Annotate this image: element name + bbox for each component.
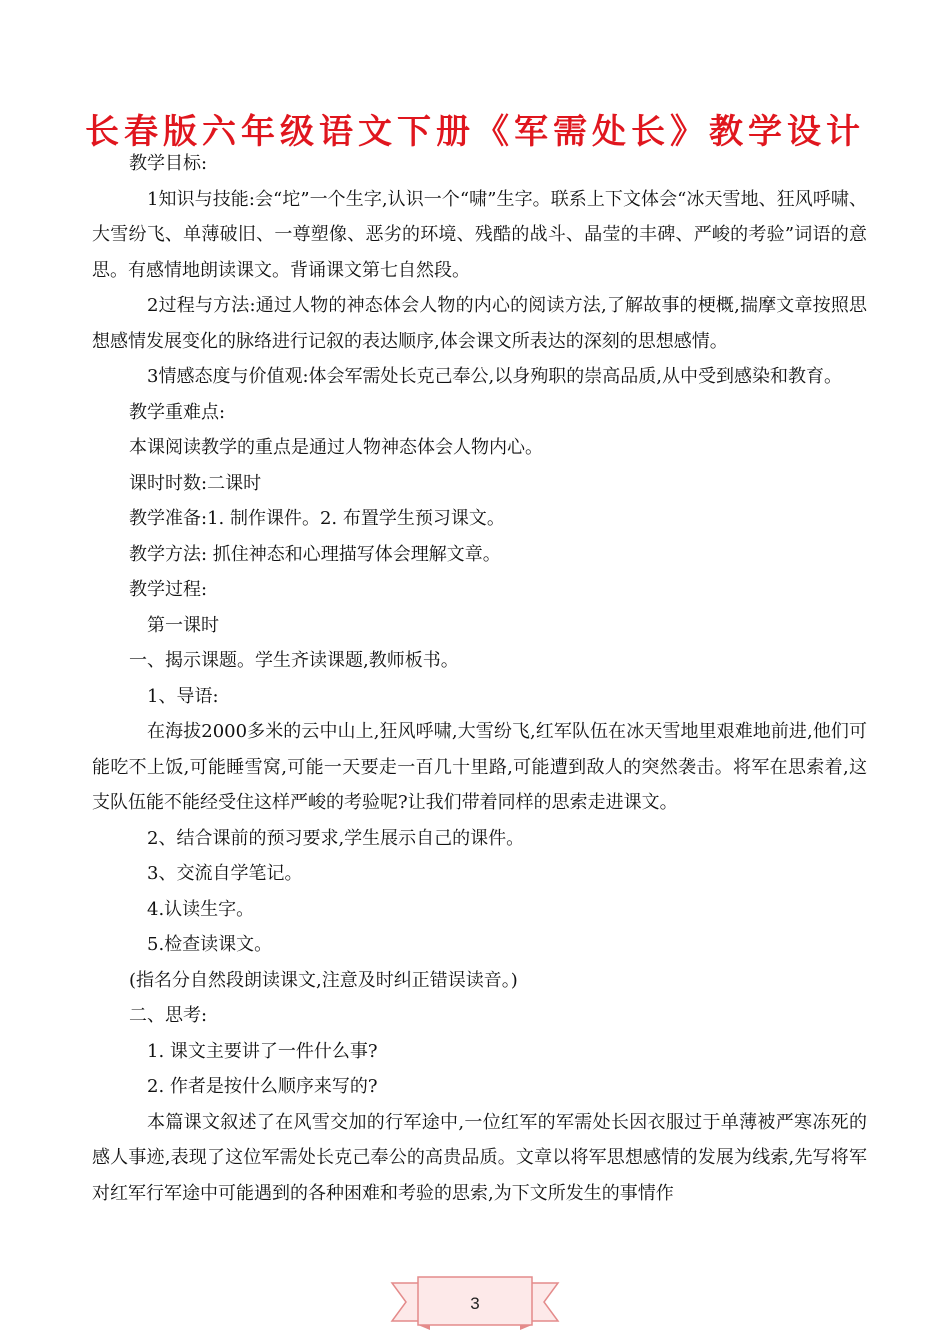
intro-heading: 1、导语: bbox=[147, 685, 219, 707]
class-hours: 课时时数:二课时 bbox=[129, 472, 262, 494]
summary-text: 本篇课文叙述了在风雪交加的行军途中,一位红军的军需处长因衣服过于单薄被严寒冻死的感人事迹,表现了这位军需处长克己奉公的高贵品质。文章以将军思想感情的发展为线索,先写将军对红军行军途中可能遇到的各种困难和考验的思索,为下文所发生的事情作 bbox=[92, 1111, 867, 1204]
preparation: 教学准备:1. 制作课件。2. 布置学生预习课文。 bbox=[129, 508, 505, 529]
question-one: 1. 课文主要讲了一件什么事? bbox=[147, 1040, 378, 1062]
heading-key-points: 教学重难点: bbox=[129, 401, 226, 423]
first-lesson-heading: 第一课时 bbox=[147, 614, 219, 636]
intro-text: 在海拔2000多米的云中山上,狂风呼啸,大雪纷飞,红军队伍在冰天雪地里艰难地前进,他们可能吃不上饭,可能睡雪窝,可能一天要走一百几十里路,可能遭到敌人的突然袭击。将军在思索着,这支队伍能不能经受住这样严峻的考验呢?让我们带着同样的思索走进课文。 bbox=[92, 721, 867, 813]
goal-emotion-values: 3情感态度与价值观:体会军需处长克己奉公,以身殉职的崇高品质,从中受到感染和教育。 bbox=[147, 366, 842, 387]
heading-teaching-process: 教学过程: bbox=[129, 579, 208, 600]
document-body bbox=[92, 146, 867, 1211]
heading-teaching-goals: 教学目标: bbox=[129, 153, 208, 174]
goal-process-method: 2过程与方法:通过人物的神态体会人物的内心的阅读方法,了解故事的梗概,揣摩文章按照思想感情发展变化的脉络进行记叙的表达顺序,体会课文所表达的深刻的思想感情。 bbox=[92, 295, 867, 352]
step-three: 3、交流自学笔记。 bbox=[147, 863, 303, 884]
goal-knowledge-skills: 1知识与技能:会“坨”一个生字,认识一个“啸”生字。联系上下文体会“冰天雪地、狂风呼啸、大雪纷飞、单薄破旧、一尊塑像、恶劣的环境、残酷的战斗、晶莹的丰碑、严峻的考验”词语的意思。有感情地朗读课文。背诵课文第七自然段。 bbox=[92, 188, 867, 281]
teaching-method: 教学方法: 抓住神态和心理描写体会理解文章。 bbox=[129, 543, 501, 565]
question-two: 2. 作者是按什么顺序来写的? bbox=[147, 1076, 378, 1097]
step-five: 5.检查读课文。 bbox=[147, 934, 273, 955]
step-four: 4.认读生字。 bbox=[147, 898, 255, 920]
section-two-heading: 二、思考: bbox=[129, 1005, 208, 1026]
section-one-heading: 一、揭示课题。学生齐读课题,教师板书。 bbox=[129, 650, 459, 671]
key-points-text: 本课阅读教学的重点是通过人物神态体会人物内心。 bbox=[129, 437, 543, 458]
page-number-badge bbox=[390, 1273, 560, 1331]
reading-note: (指名分自然段朗读课文,注意及时纠正错误读音。) bbox=[129, 969, 518, 991]
document-title: 长春版六年级语文下册《军需处长》教学设计 bbox=[85, 112, 865, 152]
page-number: 3 bbox=[470, 1294, 480, 1313]
step-two: 2、结合课前的预习要求,学生展示自己的课件。 bbox=[147, 827, 525, 849]
